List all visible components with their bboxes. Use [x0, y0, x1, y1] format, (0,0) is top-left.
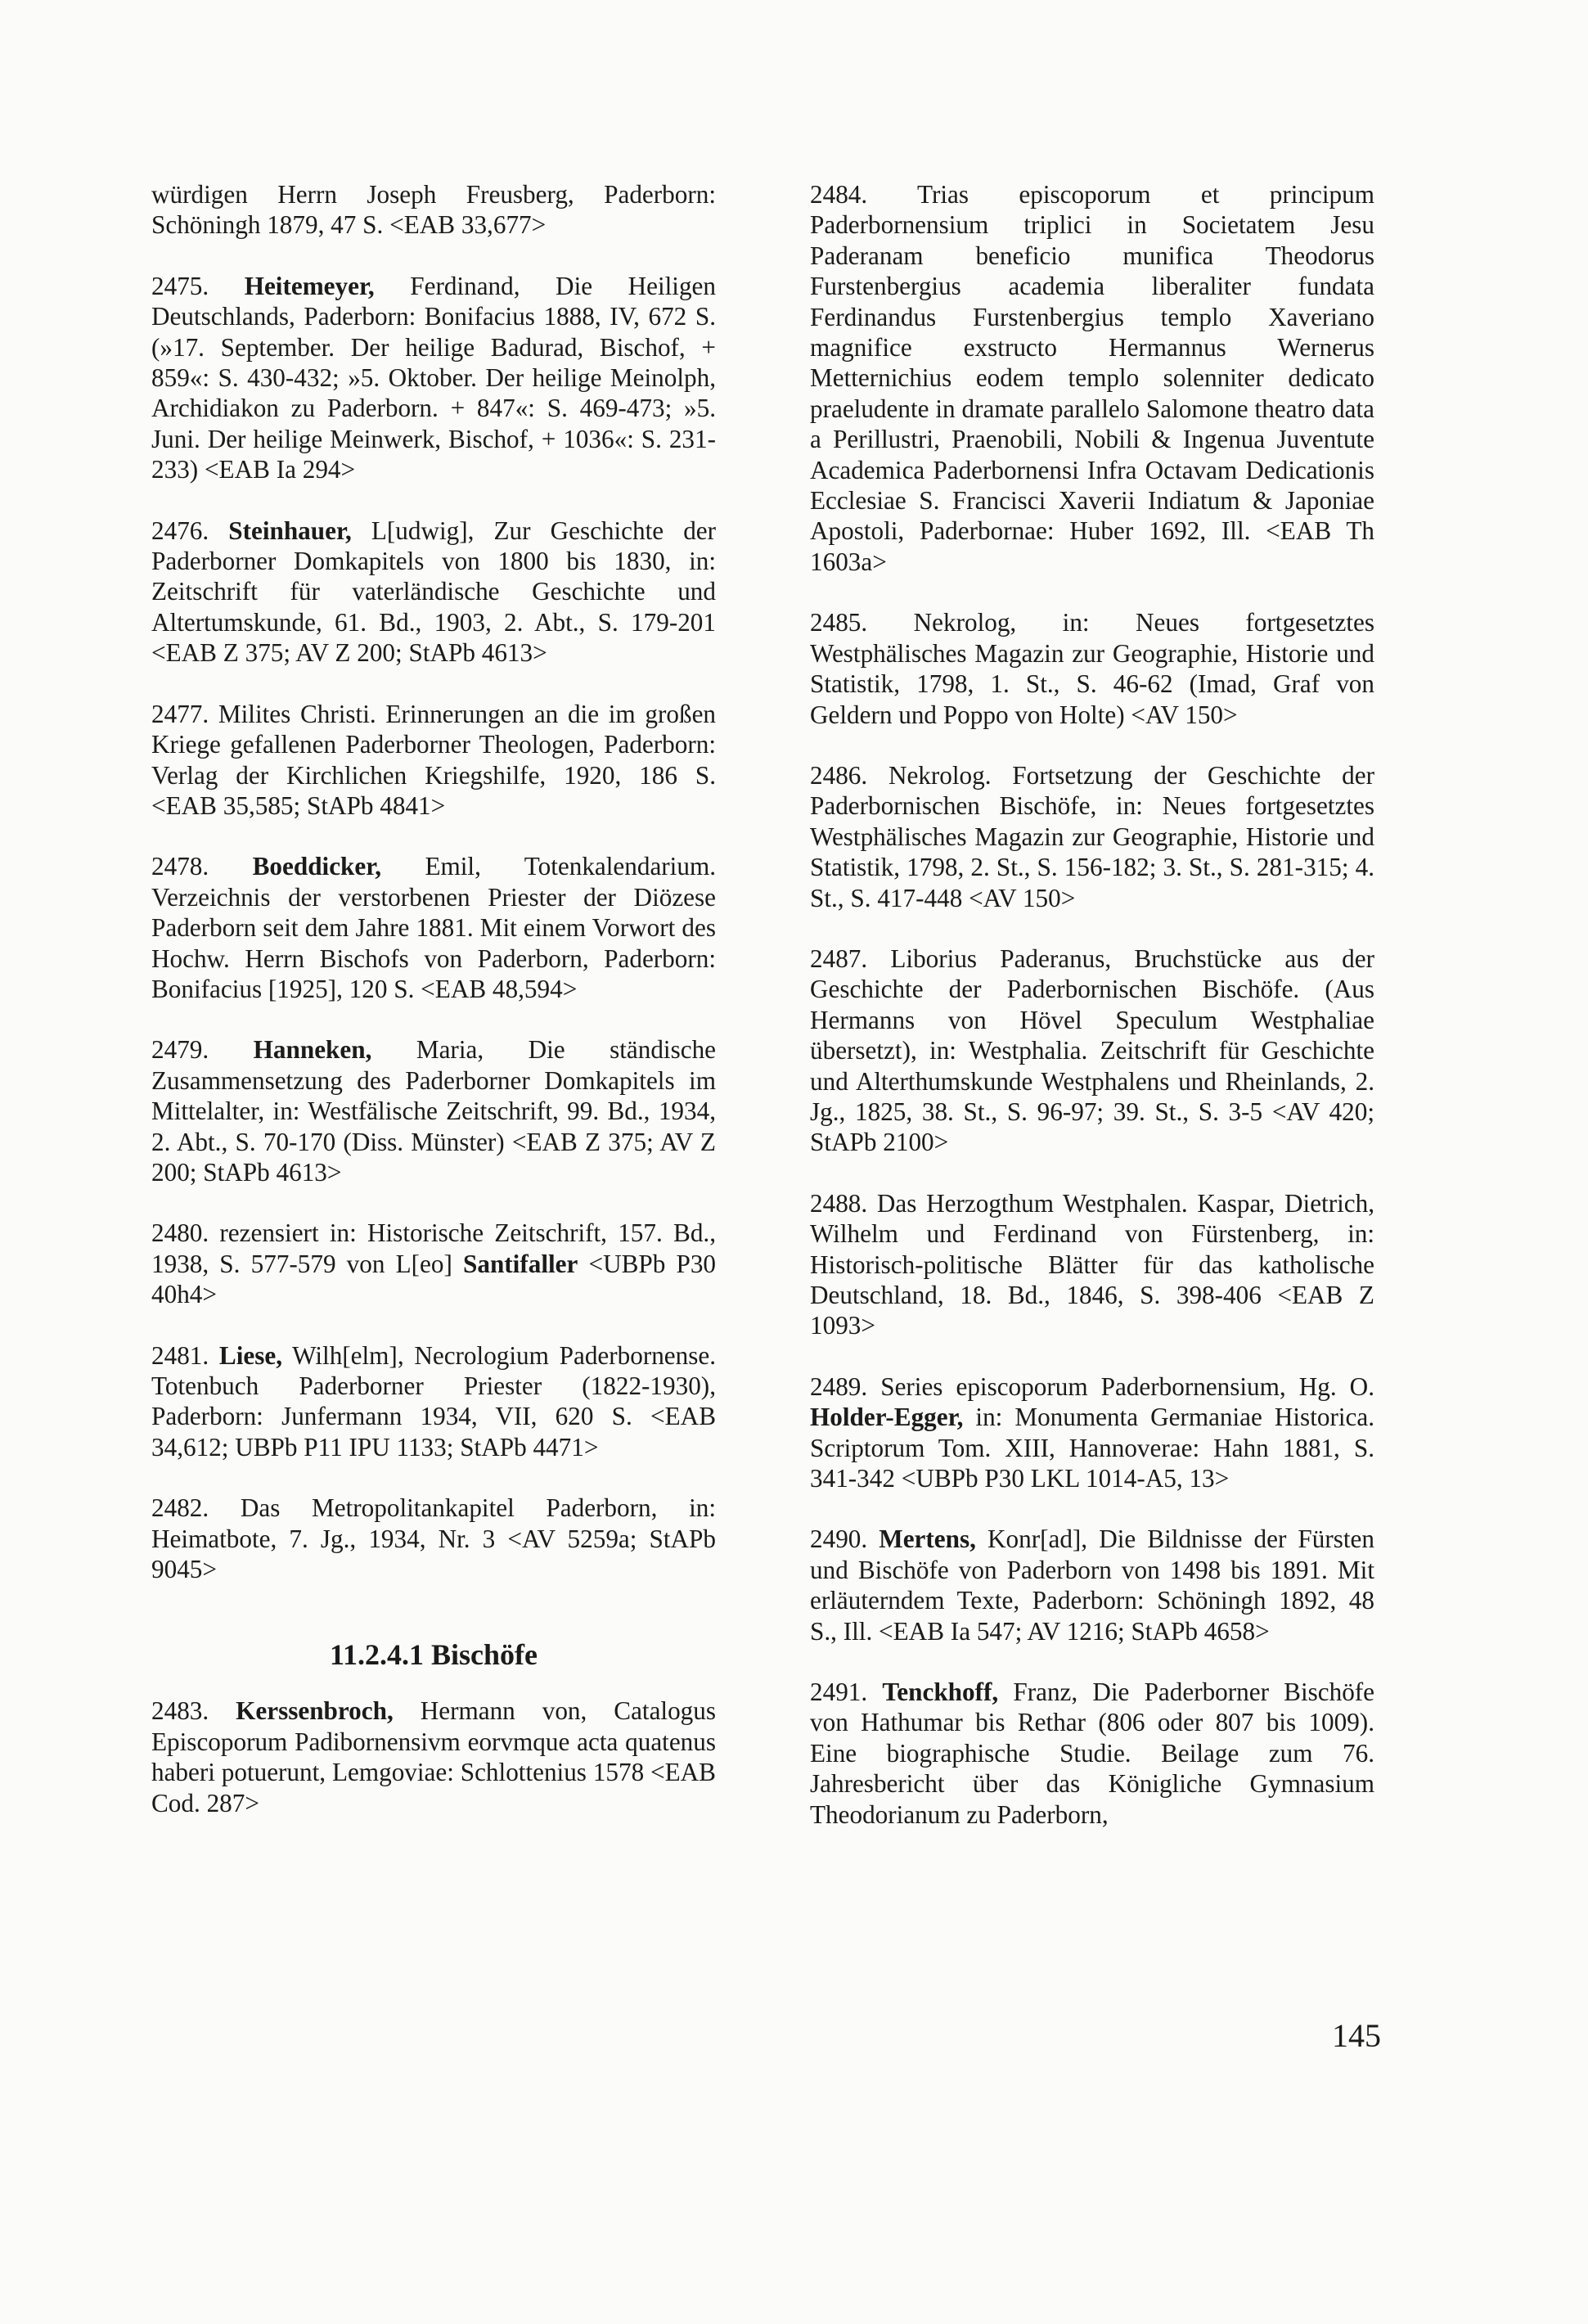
- left-column: [151, 179, 716, 1849]
- bibliography-entry: [810, 1524, 1374, 1646]
- entry-number: 2484.: [810, 180, 868, 209]
- entry-text: würdigen Herrn Joseph Freusberg, Paderborn: Schöningh 1879, 47 S. <EAB 33,677>: [151, 180, 716, 240]
- entry-number: 2490.: [810, 1525, 868, 1554]
- bibliography-entry: [151, 1493, 716, 1584]
- entry-number: 2485.: [810, 608, 868, 637]
- bibliography-entry: [151, 1218, 716, 1309]
- bibliography-entry: [151, 851, 716, 1004]
- page-number: 145: [1332, 2017, 1381, 2054]
- entry-text: Emil, Totenkalendarium. Verzeichnis der verstorbenen Priester der Diözese Paderborn seit dem Jahre 1881. Mit einem Vorwort des Hochw. Herrn Bischofs von Paderborn, Paderborn: Bonifacius [1925], 120 S. <EAB 48,594>: [151, 852, 716, 1003]
- entry-text: Das Metropolitankapitel Paderborn, in: Heimatbote, 7. Jg., 1934, Nr. 3 <AV 5259a; StAPb 9045>: [151, 1493, 717, 1584]
- right-column: [810, 179, 1374, 1860]
- entry-text: Konr[ad], Die Bildnisse der Fürsten und Bischöfe von Paderborn von 1498 bis 1891. Mit erläuterndem Texte, Paderborn: Schöningh 1892, 48 S., Ill. <EAB Ia 547; AV 1216; StAPb 4658>: [810, 1525, 1374, 1646]
- author-name: Heitemeyer,: [244, 271, 375, 300]
- author-name: Boeddicker,: [252, 852, 382, 881]
- bibliography-entry: [810, 1677, 1374, 1830]
- entry-text: Wilh[elm], Necrologium Paderbornense. Totenbuch Paderborner Priester (1822-1930), Paderborn: Junfermann 1934, VII, 620 S. <EAB 34,612; UBPb P11 IPU 1133; StAPb 4471>: [151, 1340, 717, 1462]
- entry-number: 2475.: [151, 271, 209, 300]
- entry-number: 2491.: [810, 1678, 868, 1707]
- entry-number: 2486.: [810, 760, 868, 790]
- author-name: Santifaller: [463, 1249, 578, 1278]
- bibliography-entry: [810, 760, 1374, 913]
- entry-text: Maria, Die ständische Zusammensetzung des Paderborner Domkapitels im Mittelalter, in: Westfälische Zeitschrift, 99. Bd., 1934, 2. Abt., S. 70-170 (Diss. Münster) <EAB Z 375; AV Z 200; StAPb 4613>: [151, 1035, 717, 1187]
- bibliography-entry: [151, 271, 716, 485]
- entry-text: Series episcoporum Paderbornensium, Hg. O.: [880, 1371, 1374, 1401]
- entry-text: Milites Christi. Erinnerungen an die im großen Kriege gefallenen Paderborner Theologen, Paderborn: Verlag der Kirchlichen Kriegshilfe, 1920, 186 S. <EAB 35,585; StAPb 4841>: [151, 699, 717, 820]
- bibliography-entry: [810, 179, 1374, 577]
- entry-number: 2481.: [151, 1340, 209, 1370]
- entry-number: 2483.: [151, 1696, 209, 1726]
- author-name: Tenckhoff,: [882, 1678, 999, 1707]
- bibliography-entry: [151, 699, 716, 822]
- entry-number: 2487.: [810, 944, 868, 973]
- right-entries: [810, 179, 1374, 1830]
- bibliography-entry: [810, 944, 1374, 1158]
- entry-text: Nekrolog. Fortsetzung der Geschichte der Paderbornischen Bischöfe, in: Neues fortgesetztes Westphälisches Magazin zur Geographie, Historie und Statistik, 1798, 2. St., S. 156-182; 3. St., S. 281-315; 4. St., S. 417-448 <AV 150>: [810, 760, 1374, 912]
- bibliography-entry: [810, 607, 1374, 730]
- bibliography-entry: [151, 516, 716, 669]
- entry-text: L[udwig], Zur Geschichte der Paderborner Domkapitels von 1800 bis 1830, in: Zeitschrift für vaterländische Geschichte und Altertumskunde, 61. Bd., 1903, 2. Abt., S. 179-201 <EAB Z 375; AV Z 200; StAPb 4613>: [151, 516, 717, 668]
- entry-text: <UBPb P30 40h4>: [151, 1249, 717, 1309]
- bibliography-entry: [810, 1371, 1374, 1494]
- left-entries: [151, 179, 716, 1584]
- left-entries-after-heading: [151, 1696, 716, 1818]
- entry-number: 2479.: [151, 1035, 209, 1065]
- entry-number: 2478.: [151, 852, 209, 881]
- section-heading: 11.2.4.1 Bischöfe: [329, 1638, 538, 1672]
- bibliography-entry: [151, 179, 716, 241]
- entry-number: 2489.: [810, 1371, 868, 1401]
- entry-number: 2488.: [810, 1188, 868, 1218]
- bibliography-entry: [151, 1340, 716, 1463]
- entry-text: Liborius Paderanus, Bruchstücke aus der Geschichte der Paderbornischen Bischöfe. (Aus Hermanns von Hövel Speculum Westphaliae übersetzt), in: Westphalia. Zeitschrift für Geschichte und Alterthumskunde Westphalens und Rheinlands, 2. Jg., 1825, 38. St., S. 96-97; 39. St., S. 3-5 <AV 420; StAPb 2100>: [810, 944, 1375, 1157]
- author-name: Hanneken,: [253, 1035, 372, 1065]
- author-name: Steinhauer,: [228, 516, 352, 545]
- author-name: Holder-Egger,: [810, 1403, 964, 1432]
- entry-text: rezensiert in: Historische Zeitschrift, 157. Bd., 1938, S. 577-579 von L[eo]: [151, 1218, 717, 1278]
- entry-text: Ferdinand, Die Heiligen Deutschlands, Paderborn: Bonifacius 1888, IV, 672 S. (»17. September. Der heilige Badurad, Bischof, + 859«: S. 430-432; »5. Oktober. Der heilige Meinolph, Archidiakon zu Paderborn. + 847«: S. 469-473; »5. Juni. Der heilige Meinwerk, Bischof, + 1036«: S. 231-233) <EAB Ia 294>: [151, 271, 716, 484]
- bibliography-entry: [810, 1188, 1374, 1341]
- author-name: Kerssenbroch,: [236, 1696, 394, 1726]
- entry-number: 2482.: [151, 1493, 209, 1523]
- author-name: Mertens,: [879, 1525, 976, 1554]
- entry-text: Nekrolog, in: Neues fortgesetztes Westphälisches Magazin zur Geographie, Historie und Statistik, 1798, 1. St., S. 46-62 (Imad, Graf von Geldern und Poppo von Holte) <AV 150>: [810, 608, 1375, 729]
- entry-number: 2480.: [151, 1218, 209, 1248]
- entry-text: Trias episcoporum et principum Paderbornensium triplici in Societatem Jesu Paderanam beneficio munifica Theodorus Furstenbergius academia liberaliter fundata Ferdinandus Furstenbergius templo Xaveriano magnifice exstructo Hermannus Wernerus Metternichius eodem templo solenniter dedicato praeludente in dramate parallelo Salomone theatro data a Perillustri, Praenobili, Nobili & Ingenua Juventute Academica Paderbornensi Infra Octavam Dedicationis Ecclesiae S. Francisci Xaverii Indiatum & Japoniae Apostoli, Paderbornae: Huber 1692, Ill. <EAB Th 1603a>: [810, 180, 1374, 576]
- bibliography-entry: [151, 1696, 716, 1818]
- entry-text: Franz, Die Paderborner Bischöfe von Hathumar bis Rethar (806 oder 807 bis 1009). Eine biographische Studie. Beilage zum 76. Jahresbericht über das Königliche Gymnasium Theodorianum zu Paderborn,: [810, 1678, 1375, 1829]
- entry-text: Das Herzogthum Westphalen. Kaspar, Dietrich, Wilhelm und Ferdinand von Fürstenberg, in: Historisch-politische Blätter für das katholische Deutschland, 18. Bd., 1846, S. 398-406 <EAB Z 1093>: [810, 1188, 1374, 1340]
- entry-text: in: Monumenta Germaniae Historica. Scriptorum Tom. XIII, Hannoverae: Hahn 1881, S. 341-342 <UBPb P30 LKL 1014-A5, 13>: [810, 1403, 1374, 1493]
- entry-number: 2476.: [151, 516, 209, 545]
- bibliography-entry: [151, 1034, 716, 1187]
- entry-number: 2477.: [151, 699, 209, 728]
- author-name: Liese,: [218, 1340, 282, 1370]
- entry-text: Hermann von, Catalogus Episcoporum Padibornensivm eorvmque acta quatenus haberi potuerunt, Lemgoviae: Schlottenius 1578 <EAB Cod. 287>: [151, 1696, 717, 1817]
